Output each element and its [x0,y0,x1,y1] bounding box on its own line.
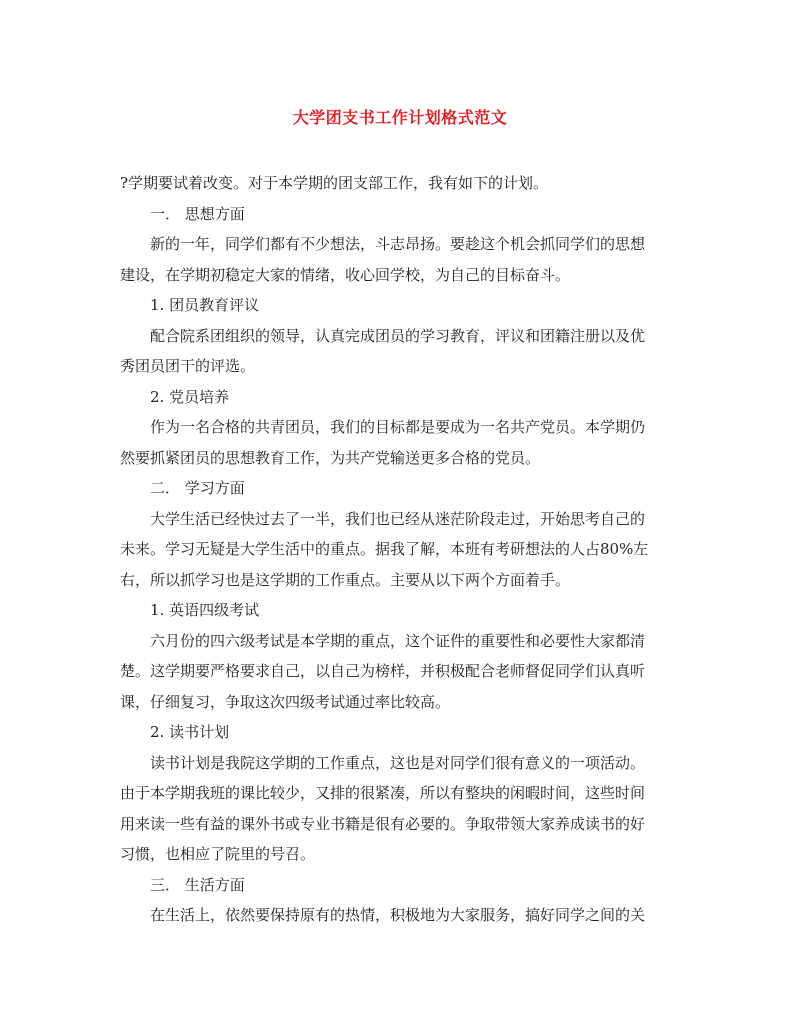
document-line: 读书计划是我院这学期的工作重点，这也是对同学们很有意义的一项活动。 [150,753,646,772]
document-line: 作为一名合格的共青团员，我们的目标都是要成为一名共产党员。本学期仍 [150,418,646,436]
document-line: 习惯，也相应了院里的号召。 [120,845,316,863]
document-line: 建设，在学期初稳定大家的情绪，收心回学校，为自己的目标奋斗。 [120,265,571,284]
document-line: 1. 团员教育评议 [150,296,260,314]
document-line: 三． 生活方面 [150,875,245,894]
document-line: 右，所以抓学习也是这学期的工作重点。主要从以下两个方面着手。 [120,570,571,589]
document-line: 楚。这学期要严格要求自己，以自己为榜样，并积极配合老师督促同学们认真听 [120,662,646,680]
document-line: 2. 读书计划 [150,723,230,741]
document-line: ?学期要试着改变。对于本学期的团支部工作，我有如下的计划。 [120,174,549,192]
document-line: 用来读一些有益的课外书或专业书籍是很有必要的。争取带领大家养成读书的好 [120,814,646,833]
document-line: 由于本学期我班的课比较少，又排的很紧凑，所以有整块的闲暇时间，这些时间 [120,784,646,802]
document-line: 新的一年，同学们都有不少想法，斗志昂扬。要趁这个机会抓同学们的思想 [150,235,646,253]
document-line: 课，仔细复习，争取这次四级考试通过率比较高。 [120,692,451,711]
document-line: 一． 思想方面 [150,204,245,223]
document-line: 1. 英语四级考试 [150,601,260,619]
document-line: 然要抓紧团员的思想教育工作，为共产党输送更多合格的党员。 [120,448,541,467]
document-title: 大学团支书工作计划格式范文 [292,108,508,127]
document-line: 六月份的四六级考试是本学期的重点，这个证件的重要性和必要性大家都清 [150,631,646,650]
document-line: 二． 学习方面 [150,479,245,497]
document-line: 未来。学习无疑是大学生活中的重点。据我了解，本班有考研想法的人占80%左 [120,540,649,558]
document-line: 大学生活已经快过去了一半，我们也已经从迷茫阶段走过，开始思考自己的 [150,509,646,528]
document-line: 2. 党员培养 [150,387,230,406]
document-line: 秀团员团干的评选。 [120,357,256,375]
document-line: 配合院系团组织的领导，认真完成团员的学习教育，评议和团籍注册以及优 [150,326,646,345]
document-body [120,168,680,931]
document-line: 在生活上，依然要保持原有的热情，积极地为大家服务，搞好同学之间的关 [150,906,646,924]
